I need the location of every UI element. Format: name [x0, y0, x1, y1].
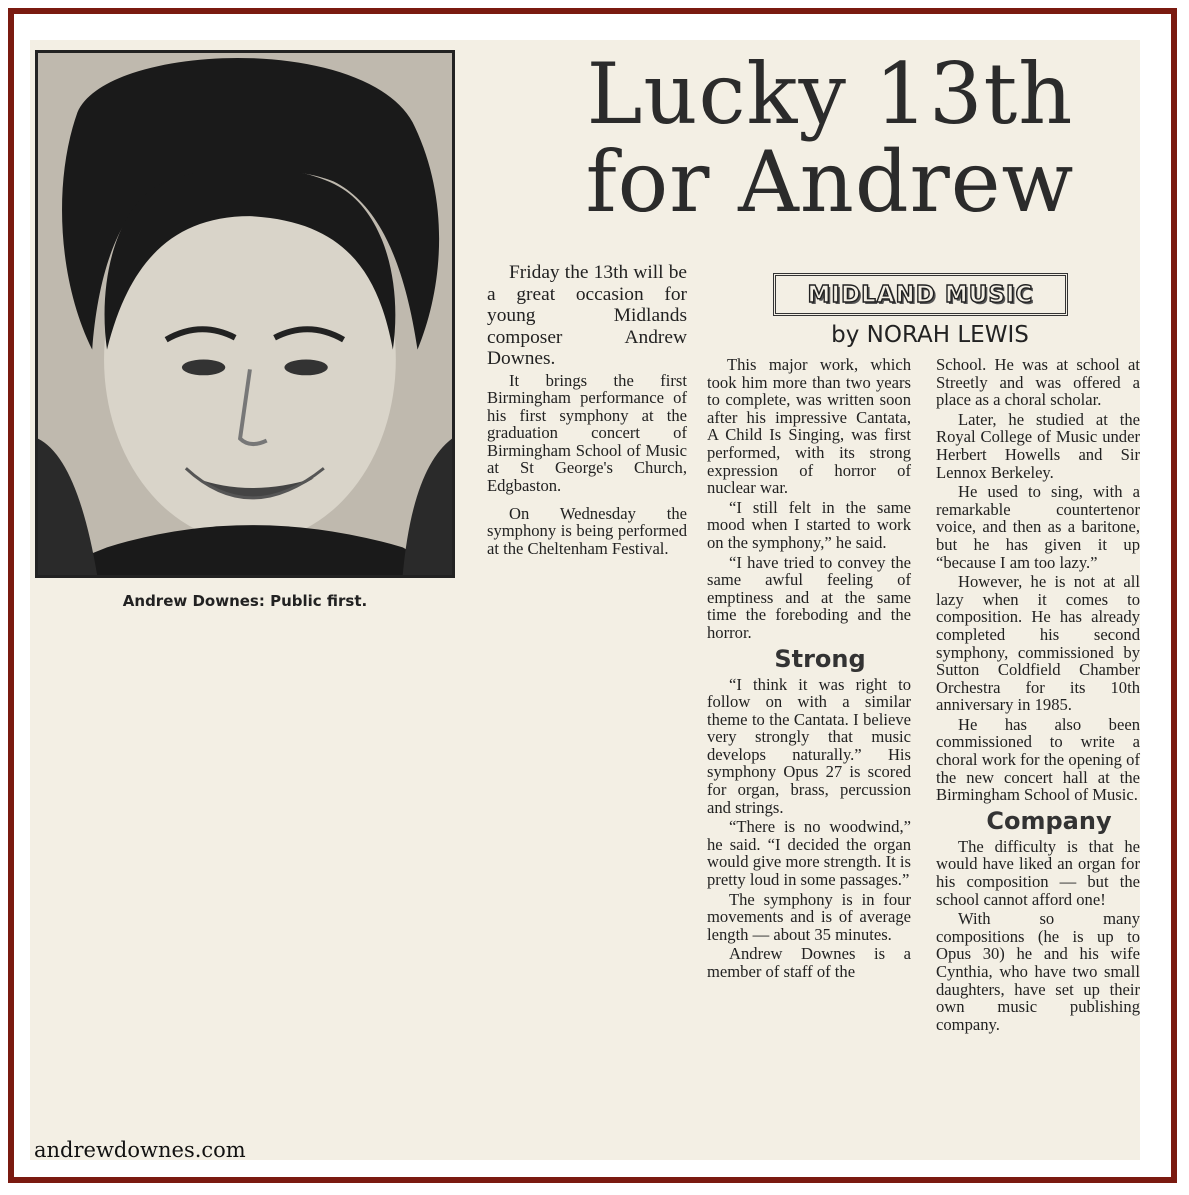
section-badge [773, 273, 1068, 316]
paragraph: This major work, which took him more than two years to complete, was written soon after his impressive Cantata, A Child Is Singing, was first performed, with its strong expression of horror of nuclear war. [707, 355, 911, 498]
paragraph: “I have tried to convey the same awful feeling of emptiness and at the same time the foreboding and the horror. [707, 552, 911, 642]
paragraph: Later, he studied at the Royal College of Music under Herbert Howells and Sir Lennox Berkeley. [936, 409, 1140, 482]
paragraph: “I still felt in the same mood when I started to work on the symphony,” he said. [707, 497, 911, 552]
paragraph: On Wednesday the symphony is being performed at the Cheltenham Festival. [487, 503, 687, 558]
column-2 [707, 356, 911, 983]
lead-paragraph: Friday the 13th will be a great occasion for young Midlands composer Andrew Downes. [487, 262, 687, 369]
photo-caption: Andrew Downes: Public first. [122, 592, 368, 610]
byline: by NORAH LEWIS [831, 322, 1029, 348]
paragraph: He has also been commissioned to write a choral work for the opening of the new concert hall at the Birmingham School of Music. [936, 714, 1140, 805]
paragraph: With so many compositions (he is up to Opus 30) he and his wife Cynthia, who have two small daughters, have set up their own music publishing company. [936, 909, 1140, 1034]
paragraph: The symphony is in four movements and is of average length — about 35 minutes. [707, 889, 911, 944]
paragraph: He used to sing, with a remarkable countertenor voice, and then as a baritone, but he has given it up “because I am too lazy.” [936, 482, 1140, 572]
headline-line-2: for Andrew [585, 133, 1075, 231]
paragraph: However, he is not at all lazy when it comes to composition. He has already completed his second symphony, commissioned by Sutton Coldfield Chamber Orchestra for its 10th anniversary in 1985. [936, 572, 1140, 715]
paragraph: It brings the first Birmingham performance of his first symphony at the graduation concert of Birmingham School of Music at St George's Church, Edgbaston. [487, 370, 687, 496]
paragraph: School. He was at school at Streetly and was offered a place as a choral scholar. [936, 355, 1140, 410]
headline-line-1: Lucky 13th [586, 45, 1074, 143]
paragraph: “I think it was right to follow on with a similar theme to the Cantata. I believe very strongly that music develops naturally.” His symphony Opus 27 is scored for organ, brass, percussion and strings. [707, 674, 911, 817]
column-1 [487, 262, 687, 559]
portrait-photo [35, 50, 455, 578]
website-link[interactable]: andrewdownes.com [34, 1138, 246, 1162]
headline [520, 45, 1140, 231]
column-3 [936, 356, 1140, 1035]
paragraph: “There is no woodwind,” he said. “I decided the organ would give more strength. It is pretty loud in some passages.” [707, 817, 911, 890]
section-badge-text: MIDLAND MUSIC [807, 281, 1034, 308]
paragraph: Andrew Downes is a member of staff of the [707, 944, 911, 981]
subhead-strong: Strong [774, 644, 866, 673]
paragraph: The difficulty is that he would have liked an organ for his composition — but the school cannot afford one! [936, 836, 1140, 909]
subhead-company: Company [986, 806, 1112, 835]
